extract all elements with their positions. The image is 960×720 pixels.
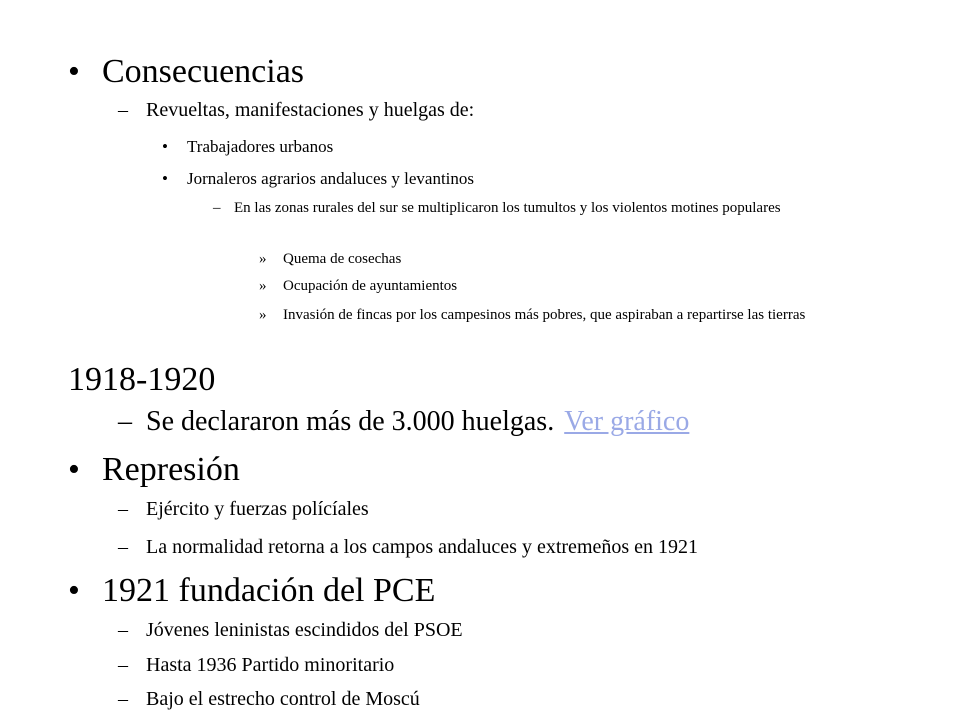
ver-grafico-link[interactable]: Ver gráfico	[564, 406, 690, 437]
item-huelgas	[146, 406, 689, 438]
dash-huelgas: –	[118, 406, 132, 437]
item-quema: Quema de cosechas	[283, 251, 402, 267]
arrow-invasion: »	[259, 307, 267, 323]
item-normalidad: La normalidad retorna a los campos andaluces y extremeños en 1921	[146, 536, 699, 558]
dash-zonas-rurales: –	[213, 200, 221, 216]
item-jovenes: Jóvenes leninistas escindidos del PSOE	[146, 619, 463, 641]
dash-ejercito: –	[118, 498, 128, 520]
item-revueltas: Revueltas, manifestaciones y huelgas de:	[146, 99, 475, 121]
item-jornaleros: Jornaleros agrarios andaluces y levantinos	[187, 169, 475, 188]
item-ejercito: Ejército y fuerzas polícíales	[146, 498, 369, 520]
item-trabajadores: Trabajadores urbanos	[187, 137, 334, 156]
dash-normalidad: –	[118, 536, 128, 558]
bullet-pce: •	[68, 572, 80, 609]
item-ocupacion: Ocupación de ayuntamientos	[283, 278, 458, 294]
dot-jornaleros: •	[162, 169, 168, 188]
item-invasion: Invasión de fincas por los campesinos más pobres, que aspiraban a repartirse las tierras	[283, 307, 806, 323]
arrow-quema: »	[259, 251, 267, 267]
dash-hasta-1936: –	[118, 654, 128, 676]
dash-moscu: –	[118, 688, 128, 710]
item-hasta-1936: Hasta 1936 Partido minoritario	[146, 654, 395, 676]
dash-jovenes: –	[118, 619, 128, 641]
huelgas-text: Se declararon más de 3.000 huelgas.	[146, 406, 555, 437]
dash-revueltas: –	[118, 99, 128, 121]
heading-1918-1920: 1918-1920	[68, 361, 216, 398]
bullet-consecuencias: •	[68, 53, 80, 90]
heading-consecuencias: Consecuencias	[102, 53, 305, 90]
heading-represion: Represión	[102, 451, 240, 488]
dot-trabajadores: •	[162, 137, 168, 156]
item-moscu: Bajo el estrecho control de Moscú	[146, 688, 420, 710]
item-zonas-rurales: En las zonas rurales del sur se multiplicaron los tumultos y los violentos motines populares	[234, 200, 781, 216]
bullet-represion: •	[68, 451, 80, 488]
heading-pce: 1921 fundación del PCE	[102, 572, 436, 609]
arrow-ocupacion: »	[259, 278, 267, 294]
